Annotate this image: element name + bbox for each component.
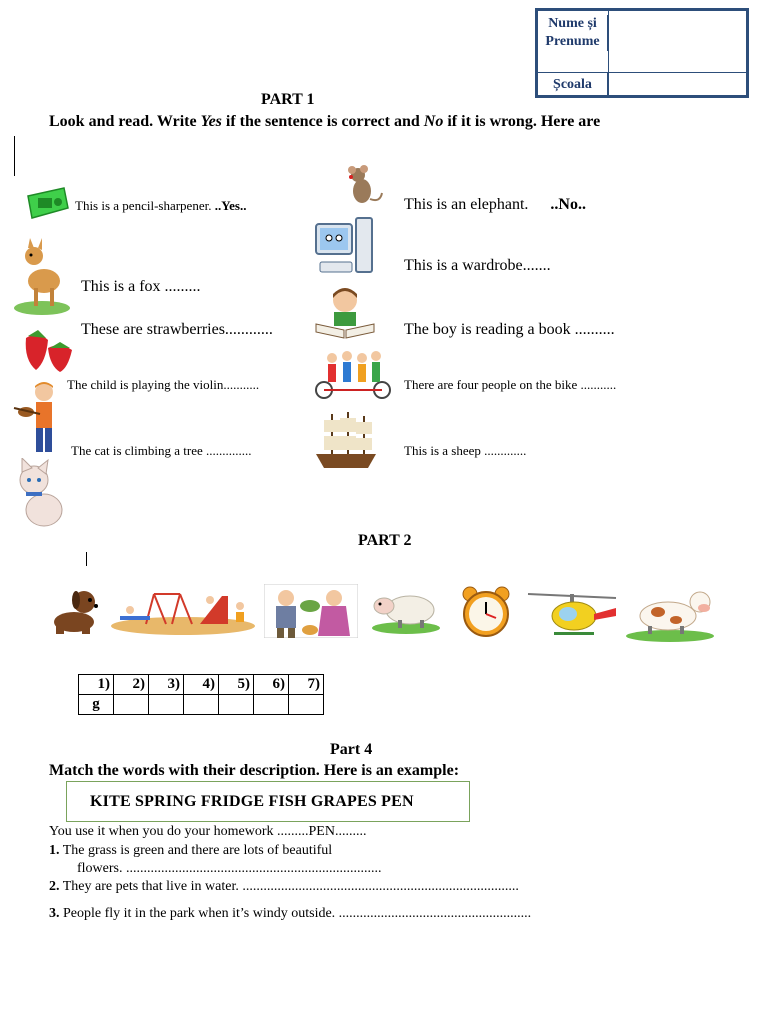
sentence-answer: ..No.. [550,196,586,213]
playground-icon [110,586,256,636]
boy-reading-icon [314,284,376,340]
instruction-text-2: if the sentence is correct and [221,113,424,130]
answer-cell[interactable] [184,695,219,715]
sentence-wardrobe: This is a wardrobe....... [404,257,551,274]
answer-cell[interactable] [219,695,254,715]
name-label: Nume și Prenume [538,15,608,51]
question-1-continued: flowers. ......................................................................... [77,861,382,876]
sharpener-icon [24,186,70,220]
sentence-strawberries: These are strawberries............ [81,321,273,338]
instruction-yes: Yes [200,113,222,130]
table-header-cell: 3) [149,675,184,695]
helicopter-icon [524,588,620,642]
text-cursor [86,552,87,566]
strawberries-icon [20,326,76,374]
answer-table [78,674,324,715]
table-header-cell: 7) [289,675,324,695]
cat-icon [10,458,70,530]
sentence-fox: This is a fox ......... [81,278,201,295]
mouse-icon [340,163,384,209]
sentence-sharpener [75,198,247,214]
computer-icon [314,216,376,278]
part1-heading: PART 1 [261,91,315,108]
part4-heading: Part 4 [330,741,373,758]
grandparents-icon [264,584,358,638]
part1-instruction [49,113,600,131]
part2-heading: PART 2 [358,532,412,549]
instruction-no: No [423,113,444,130]
violin-child-icon [12,380,66,456]
question-3 [49,906,531,922]
question-1 [49,843,332,859]
sentence-bike: There are four people on the bike ........... [404,377,617,392]
word-box: KITE SPRING FRIDGE FISH GRAPES PEN [66,781,470,822]
question-number: 2. [49,879,60,894]
sentence-violin: The child is playing the violin........... [67,377,260,392]
question-number: 1. [49,843,60,858]
school-label: Școala [538,73,608,97]
part4-instruction: Match the words with their description. Here is an example: [49,762,460,779]
sentence-text: This is a pencil-sharpener. [75,198,215,213]
sentence-elephant [404,196,586,214]
text-cursor [14,136,15,176]
answer-cell[interactable] [114,695,149,715]
fox-icon [12,236,72,316]
alarm-clock-icon [452,586,520,638]
dog-icon [46,586,106,636]
question-text: They are pets that live in water. ............................................................................... [59,879,519,894]
table-divider [608,11,609,95]
question-text: The grass is green and there are lots of beautiful [59,843,333,858]
question-number: 3. [49,906,60,921]
answer-cell[interactable] [289,695,324,715]
instruction-text-1: Look and read. Write [49,113,201,130]
table-header-cell: 6) [254,675,289,695]
answer-cell[interactable]: g [79,695,114,715]
sentence-book: The boy is reading a book .......... [404,321,615,338]
cow-icon [624,588,716,642]
table-header-cell: 1) [79,675,114,695]
example-sentence: You use it when you do your homework .........PEN......... [49,824,367,839]
sentence-text: This is an elephant. [404,196,529,213]
name-school-table [535,8,749,98]
ship-icon [314,410,378,472]
instruction-text-3: if it is wrong. Here are [443,113,601,130]
sentence-answer: ..Yes.. [214,198,247,213]
answer-table-answer-row [79,695,324,715]
sentence-cat: The cat is climbing a tree .............. [71,443,252,458]
sentence-sheep: This is a sheep ............. [404,443,527,458]
question-2 [49,879,519,895]
answer-cell[interactable] [149,695,184,715]
table-header-cell: 4) [184,675,219,695]
answer-cell[interactable] [254,695,289,715]
question-text: People fly it in the park when it’s windy outside. ....................................................... [59,906,532,921]
table-header-cell: 5) [219,675,254,695]
sheep-icon [370,588,442,634]
tandem-bike-icon [314,346,392,400]
answer-table-header-row [79,675,324,695]
table-header-cell: 2) [114,675,149,695]
